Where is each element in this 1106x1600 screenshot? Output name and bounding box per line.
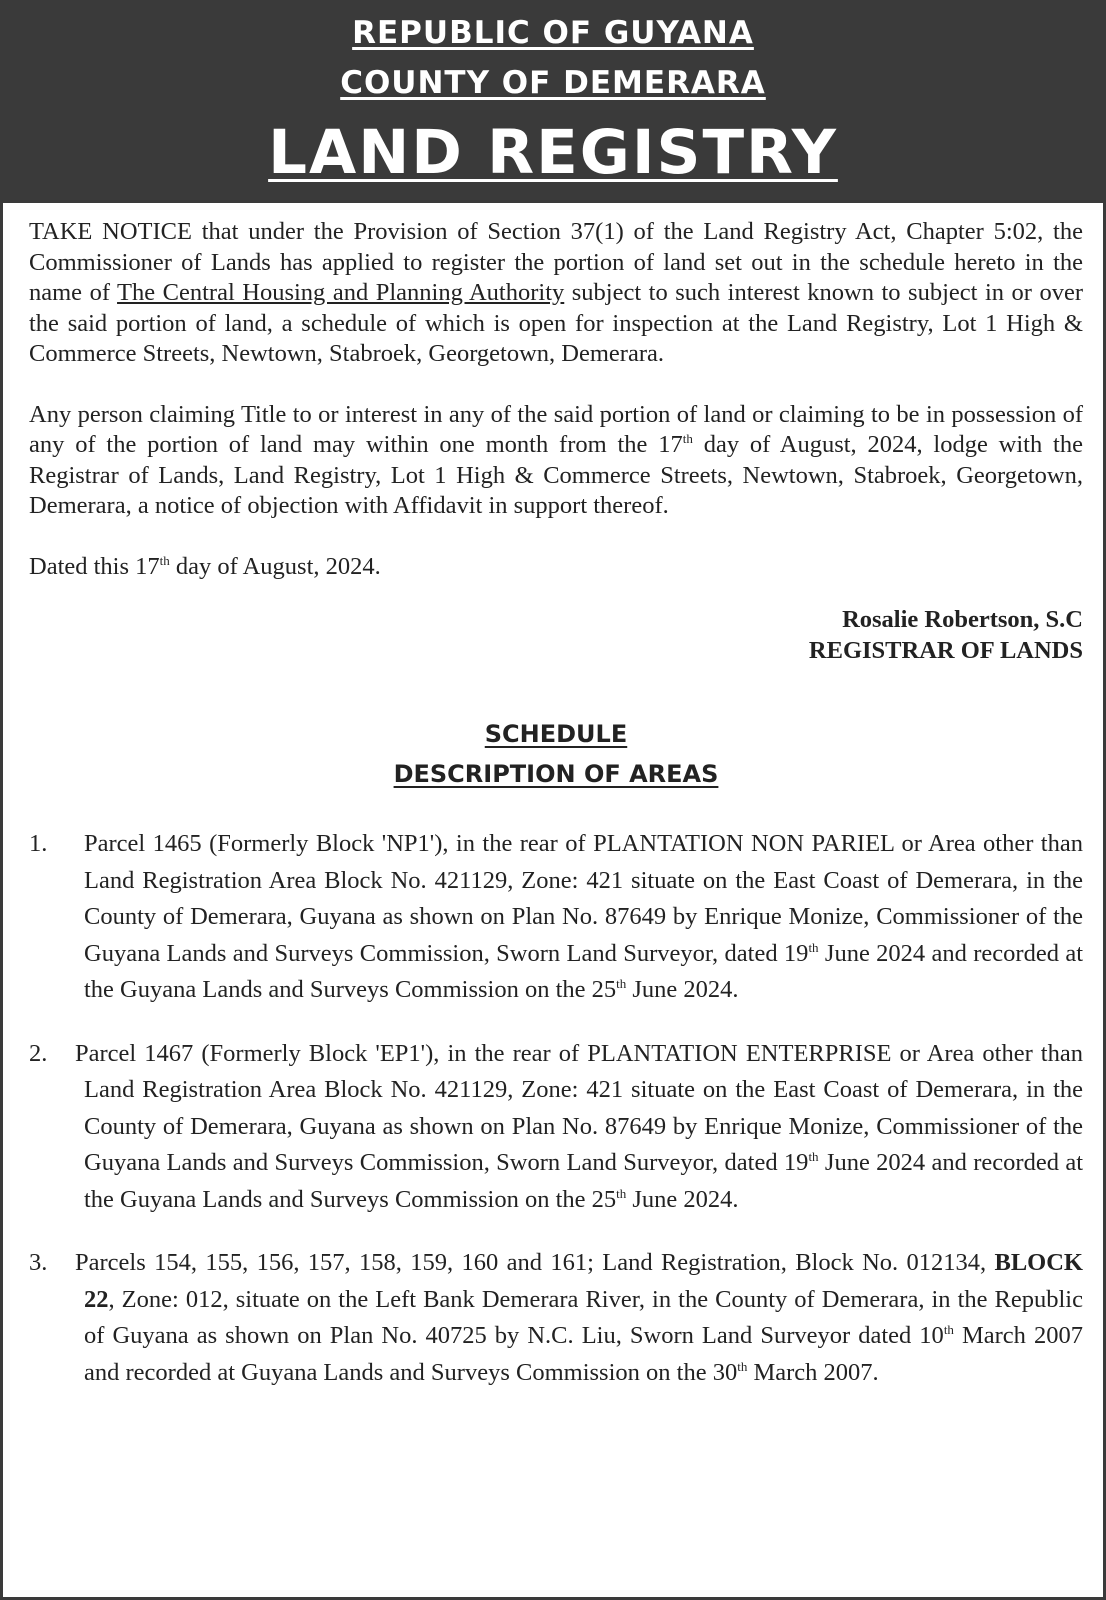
schedule-title: SCHEDULE <box>484 720 628 748</box>
dated-text: day of August, 2024. <box>169 552 381 580</box>
notice-body <box>29 217 1083 1418</box>
item-number: 2. <box>29 1039 48 1067</box>
notice-text: day of August, 2024, lodge with the Registrar of Lands, Land Registry, Lot 1 High & Commerce Streets, Newtown, Stabroek, Georgetown, Demerara, a notice of objection with Affidavit in support thereof. <box>29 431 1083 519</box>
ordinal-suffix: th <box>159 552 170 568</box>
ordinal-suffix: th <box>616 975 627 991</box>
ordinal-suffix: th <box>737 1358 748 1374</box>
header-banner <box>3 3 1103 203</box>
item-text: June 2024. <box>626 976 739 1003</box>
schedule-list <box>29 826 1083 1391</box>
item-text: June 2024. <box>626 1185 739 1213</box>
dated-text: Dated this 17 <box>29 552 160 580</box>
header-line-republic: REPUBLIC OF GUYANA <box>352 15 754 51</box>
dated-line <box>29 552 1083 583</box>
item-text: Parcel 1467 (Formerly Block 'EP1'), in the rear of PLANTATION ENTERPRISE or Area other than Land Registration Area Block No. 421129, Zone: 421 situate on the East Coast of Demerara, in the County of Demerara, Guyana as shown on Plan No. 87649 by Enrique Monize, Commissioner of the Guyana Lands and Surveys Commission, Sworn Land Surveyor, dated 19 <box>75 1039 1083 1176</box>
page-title: LAND REGISTRY <box>268 117 838 188</box>
header-line-county: COUNTY OF DEMERARA <box>340 65 766 101</box>
ordinal-suffix: th <box>616 1185 627 1201</box>
list-item <box>29 1036 1083 1219</box>
ordinal-suffix: th <box>808 1148 819 1164</box>
ordinal-suffix: th <box>943 1321 954 1337</box>
authority-name: The Central Housing and Planning Authority <box>117 279 565 306</box>
ordinal-suffix: th <box>808 939 819 955</box>
item-number: 3. <box>29 1249 48 1276</box>
list-item <box>29 1245 1083 1391</box>
item-number: 1. <box>29 830 48 857</box>
item-text: June 2024 and recorded at the Guyana Lands and Surveys Commission on the 25 <box>84 939 1083 1003</box>
notice-paragraph-2 <box>29 400 1083 522</box>
item-text: March 2007 and recorded at Guyana Lands and Surveys Commission on the 30 <box>84 1322 1083 1386</box>
item-text: June 2024 and recorded at the Guyana Lands and Surveys Commission on the 25 <box>84 1149 1083 1213</box>
notice-paragraph-1 <box>29 217 1083 370</box>
notice-text: Any person claiming Title to or interest in any of the said portion of land or claiming to be in possession of any of the portion of land may within one month from the 17 <box>29 400 1083 458</box>
signatory-role: REGISTRAR OF LANDS <box>808 637 1083 664</box>
item-text: Parcel 1465 (Formerly Block 'NP1'), in the rear of PLANTATION NON PARIEL or Area other than Land Registration Area Block No. 421129, Zone: 421 situate on the East Coast of Demerara, in the County of Demerara, Guyana as shown on Plan No. 87649 by Enrique Monize, Commissioner of the Guyana Lands and Surveys Commission, Sworn Land Surveyor, dated 19 <box>84 830 1083 967</box>
signatory-name: Rosalie Robertson, S.C <box>842 606 1083 633</box>
schedule-subtitle: DESCRIPTION OF AREAS <box>393 760 719 788</box>
notice-text: subject to such interest known to subject in or over the said portion of land, a schedule of which is open for inspection at the Land Registry, Lot 1 High & Commerce Streets, Newtown, Stabroek, Georgetown, Demerara. <box>29 279 1083 367</box>
list-item <box>29 826 1083 1009</box>
item-text: , Zone: 012, situate on the Left Bank Demerara River, in the County of Demerara, in the Republic of Guyana as shown on Plan No. 40725 by N.C. Liu, Sworn Land Surveyor dated 10 <box>84 1285 1083 1349</box>
signature-block <box>29 604 1083 666</box>
ordinal-suffix: th <box>682 430 693 446</box>
notice-text: TAKE NOTICE that under the Provision of Section 37(1) of the Land Registry Act, Chapter 5:02, the Commissioner of Lands has applied to register the portion of land set out in the schedule hereto in the name of <box>29 218 1083 306</box>
item-text: Parcels 154, 155, 156, 157, 158, 159, 160 and 161; Land Registration, Block No. 012134, <box>75 1249 995 1276</box>
block-label: BLOCK 22 <box>84 1249 1083 1313</box>
item-text: March 2007. <box>747 1358 879 1386</box>
schedule-heading <box>29 714 1083 794</box>
